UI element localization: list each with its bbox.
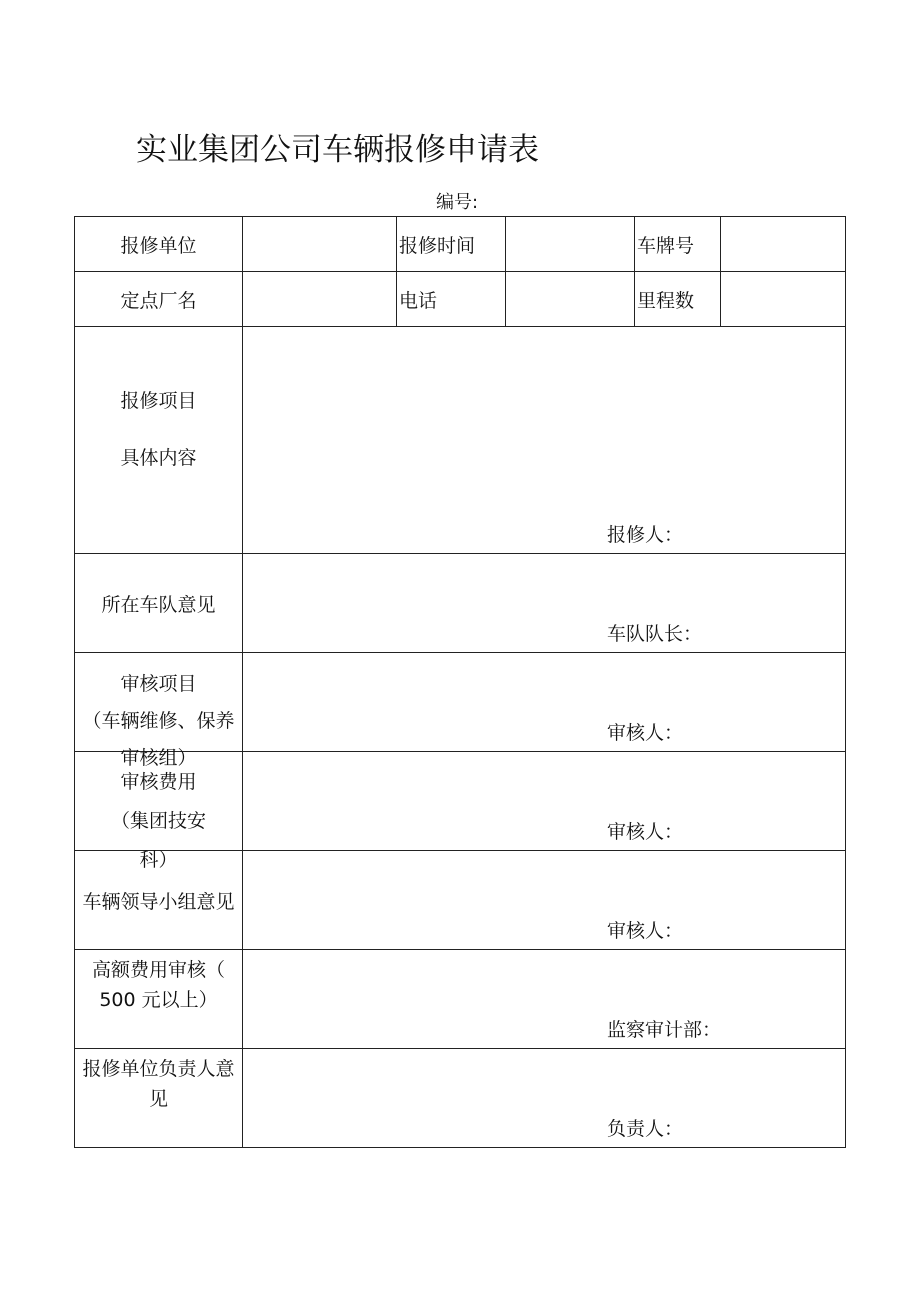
repair-items-detail-label: 具体内容: [120, 447, 197, 469]
audit-items-sub-label: （车辆维修、保养: [82, 710, 235, 732]
leader-group-opinion-label: 车辆领导小组意见: [75, 851, 243, 950]
unit-head-opinion-field[interactable]: [243, 1049, 846, 1148]
repair-unit-field[interactable]: [243, 217, 397, 272]
form-row-team: [75, 554, 846, 653]
serial-number-label: 编号:: [436, 192, 479, 213]
form-row-audit-items: [75, 653, 846, 752]
form-row-unit: [75, 217, 846, 272]
mileage-label: 里程数: [635, 272, 721, 327]
phone-field[interactable]: [506, 272, 635, 327]
repair-items-field[interactable]: [243, 327, 846, 554]
form-row-factory: [75, 272, 846, 327]
audit-cost-sub-label-2: 科）: [139, 849, 178, 871]
supervision-audit-sign-label: 监察审计部：: [607, 1019, 722, 1041]
audit-cost-label-cell: [75, 752, 243, 871]
repair-request-form: [74, 216, 846, 1148]
repair-items-label-cell: [75, 327, 243, 554]
repair-time-label: 报修时间: [397, 217, 506, 272]
form-row-unit-head: [75, 1049, 846, 1148]
high-cost-label-cell: [75, 950, 243, 1049]
audit-cost-auditor-sign-label: 审核人：: [607, 821, 684, 843]
leader-group-opinion-field[interactable]: [243, 851, 846, 950]
reporter-sign-label: 报修人：: [607, 524, 684, 546]
audit-items-auditor-sign-label: 审核人：: [607, 722, 684, 744]
audit-cost-label: 审核费用: [120, 771, 197, 793]
audit-cost-sub-label: （集团技安: [110, 810, 206, 832]
plate-number-label: 车牌号: [635, 217, 721, 272]
repair-unit-label: 报修单位: [75, 217, 243, 272]
form-row-items: [75, 327, 846, 554]
repair-time-field[interactable]: [506, 217, 635, 272]
unit-head-label-cell: [75, 1049, 243, 1148]
form-row-audit-cost: [75, 752, 846, 851]
high-cost-audit-label: 高额费用审核（: [91, 959, 225, 981]
audit-items-label-cell: [75, 653, 243, 769]
audit-items-field[interactable]: [243, 653, 846, 752]
plate-number-field[interactable]: [721, 217, 846, 272]
repair-items-label: 报修项目: [120, 390, 197, 412]
unit-head-sign-label: 负责人：: [607, 1118, 684, 1140]
page-title: 实业集团公司车辆报修申请表: [136, 132, 539, 168]
high-cost-threshold-label: 500 元以上）: [99, 989, 218, 1011]
audit-cost-field[interactable]: [243, 752, 846, 851]
factory-name-label: 定点厂名: [75, 272, 243, 327]
high-cost-audit-field[interactable]: [243, 950, 846, 1049]
leader-group-auditor-sign-label: 审核人：: [607, 920, 684, 942]
unit-head-opinion-label: 报修单位负责人意: [82, 1058, 235, 1080]
unit-head-opinion-label-2: 见: [148, 1088, 168, 1110]
phone-label: 电话: [397, 272, 506, 327]
form-row-high-cost: [75, 950, 846, 1049]
team-opinion-field[interactable]: [243, 554, 846, 653]
form-row-leader-group: [75, 851, 846, 950]
audit-items-label: 审核项目: [120, 673, 197, 695]
audit-items-sub-label-2: 审核组）: [120, 747, 197, 769]
team-captain-sign-label: 车队队长：: [607, 623, 703, 645]
factory-name-field[interactable]: [243, 272, 397, 327]
team-opinion-label: 所在车队意见: [75, 554, 243, 653]
mileage-field[interactable]: [721, 272, 846, 327]
